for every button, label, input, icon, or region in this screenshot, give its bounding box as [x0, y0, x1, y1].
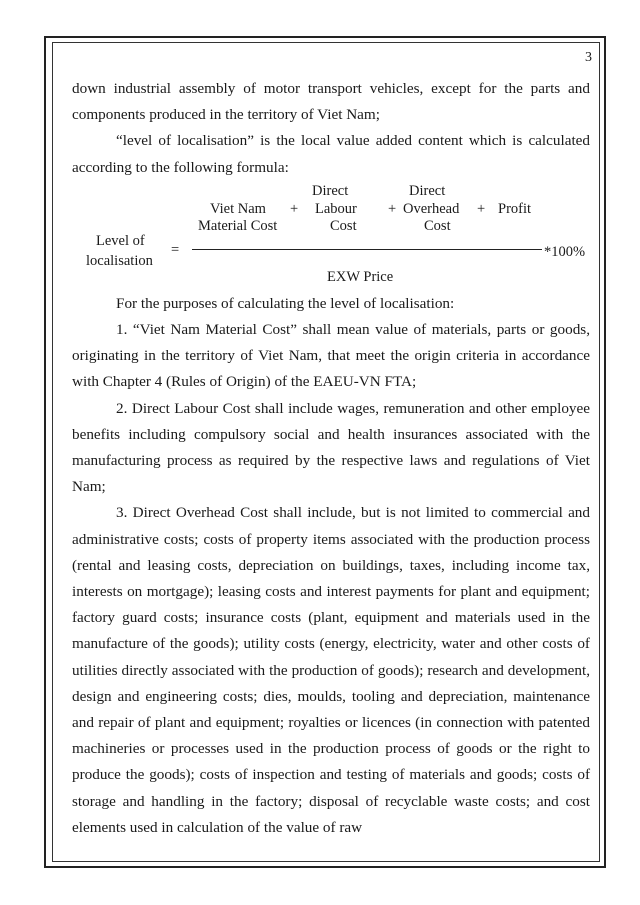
- localisation-formula: [72, 181, 590, 285]
- formula-denominator: EXW Price: [327, 268, 394, 285]
- formula-multiplier: *100%: [544, 243, 586, 260]
- formula-profit: Profit: [498, 200, 532, 217]
- formula-lhs-line2: localisation: [86, 252, 153, 269]
- formula-plus-3: +: [477, 200, 486, 217]
- paragraph-intro-continuation: down industrial assembly of motor transport vehicles, except for the parts and components produced in the territory of Viet Nam;: [72, 80, 590, 124]
- formula-direct-labour-line3: Cost: [330, 217, 357, 234]
- formula-direct-overhead-line3: Cost: [424, 217, 451, 234]
- list-item-3: 3. Direct Overhead Cost shall include, but is not limited to commercial and administrative costs; costs of property items associated with the production process (rental and leasing costs, depreciation on buildings, taxes, including income tax, interests on mortgage); leasing costs and interest payments for plant and equipment; factory guard costs; insurance costs (plant, equipment and materials used in the manufacture of the goods); utility costs (energy, electricity, water and other costs of utilities directly associated with the production of goods); research and development, design and engineering costs; dies, moulds, tooling and depreciation, maintenance and repair of plant and equipment; royalties or licences (in connection with patented machineries or processes used in the production process of goods or the right to produce the goods); costs of inspection and testing of materials and goods; costs of storage and handling in the factory; disposal of recyclable waste costs; and cost elements used in calculation of the value of raw: [72, 504, 590, 836]
- formula-direct-labour-line2: Labour: [315, 200, 357, 217]
- formula-plus-1: +: [290, 200, 299, 217]
- formula-equals: =: [171, 241, 180, 258]
- formula-direct-overhead-line2: Overhead: [403, 200, 460, 217]
- paragraph-definition-localisation: “level of localisation” is the local value added content which is calculated according to the following formula:: [72, 132, 590, 176]
- formula-plus-2: +: [388, 200, 397, 217]
- list-item-1: 1. “Viet Nam Material Cost” shall mean value of materials, parts or goods, originating in the territory of Viet Nam, that meet the origin criteria in accordance with Chapter 4 (Rules of Origin) of the EAEU-VN FTA;: [72, 321, 590, 391]
- page-number: 3: [585, 50, 592, 65]
- formula-vn-material-line1: Viet Nam: [210, 200, 266, 217]
- formula-lhs-line1: Level of: [96, 232, 145, 249]
- formula-fraction-bar: [192, 249, 542, 250]
- paragraph-purposes: For the purposes of calculating the level of localisation:: [116, 294, 455, 312]
- formula-direct-labour-line1: Direct: [312, 182, 349, 199]
- formula-direct-overhead-line1: Direct: [409, 182, 446, 199]
- formula-vn-material-line2: Material Cost: [198, 217, 278, 234]
- document-body: [72, 76, 590, 841]
- list-item-2: 2. Direct Labour Cost shall include wages, remuneration and other employee benefits including compulsory social and health insurances associated with the manufacturing process as required by the respective laws and regulations of Viet Nam;: [72, 399, 590, 496]
